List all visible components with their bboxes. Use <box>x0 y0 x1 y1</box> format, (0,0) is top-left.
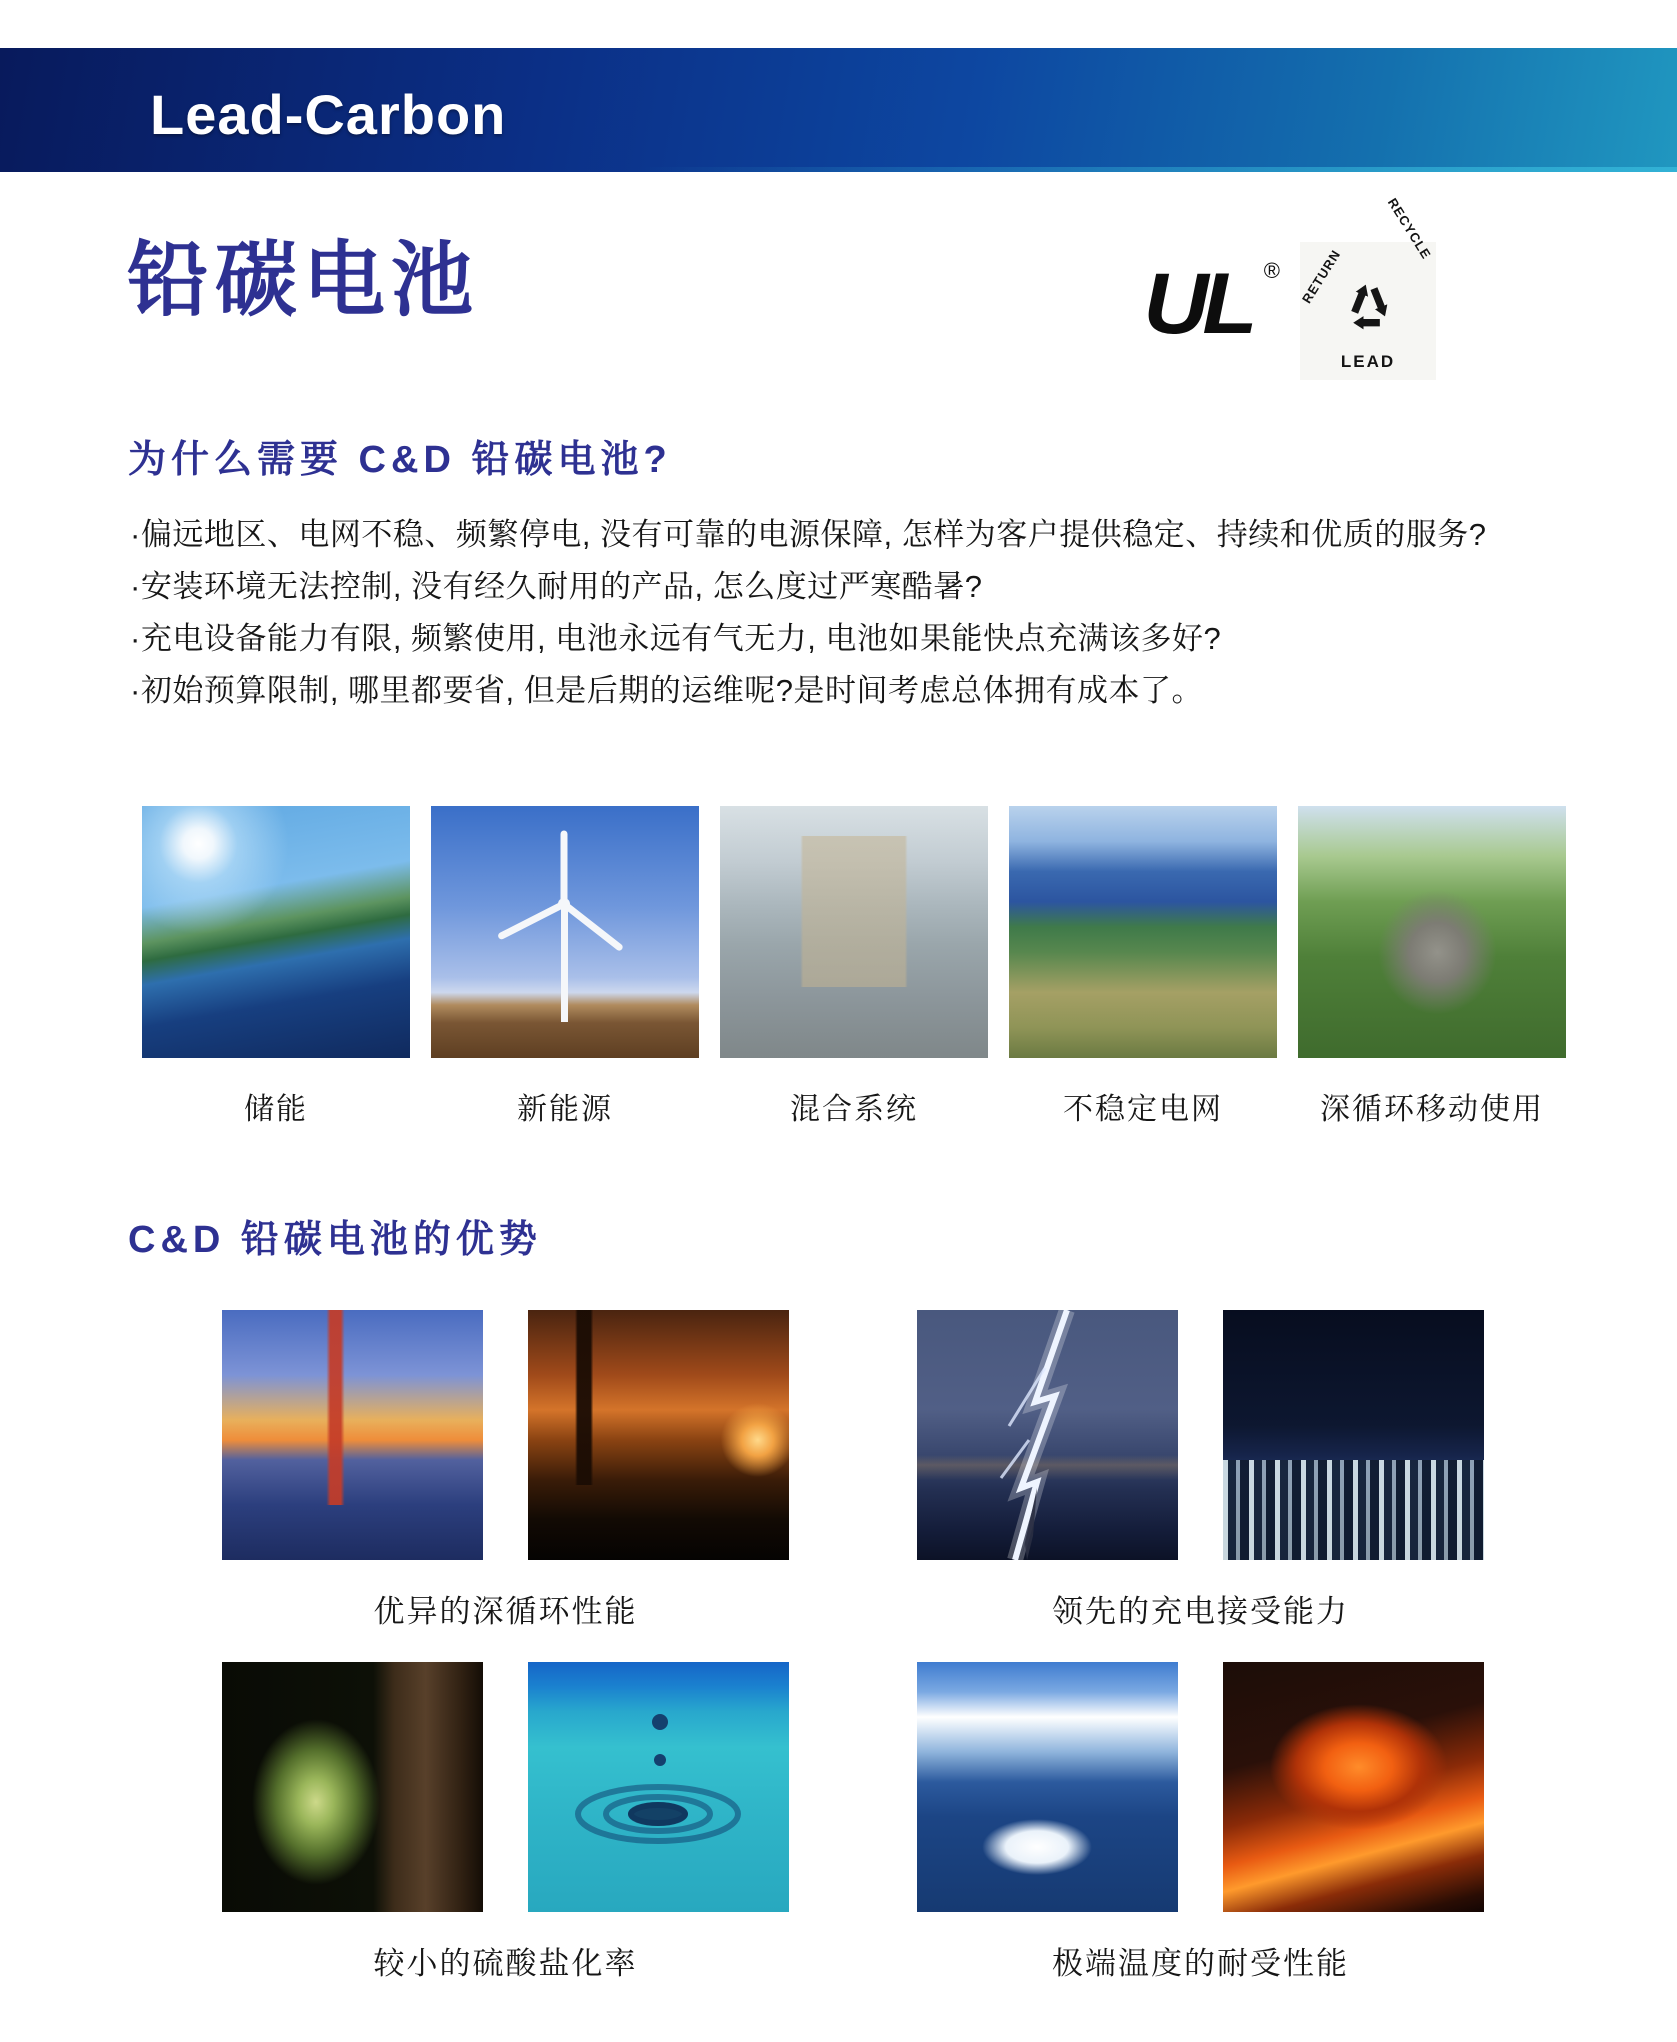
wind-turbine-graphic <box>431 806 699 1058</box>
caption-energy-storage: 储能 <box>244 1093 308 1126</box>
photo-wind-turbine <box>431 806 699 1058</box>
caption-extreme-temperature: 极端温度的耐受性能 <box>1052 1946 1349 1981</box>
header-band-title: Lead-Carbon <box>150 83 507 146</box>
lightning-bolt-graphic <box>917 1310 1178 1560</box>
advantage-charge-acceptance <box>917 1310 1484 1631</box>
ul-mark-text: UL <box>1143 256 1252 352</box>
advantage-low-sulfation <box>222 1662 789 1983</box>
bullet-environment: ·安装环境无法控制, 没有经久耐用的产品, 怎么度过严寒酷暑? <box>130 569 983 604</box>
bullet-remote-area: ·偏远地区、电网不稳、频繁停电, 没有可靠的电源保障, 怎样为客户提供稳定、持续和优质的服务? <box>130 517 1487 552</box>
header-band <box>0 48 1677 172</box>
recycle-return-label: RETURN <box>1299 246 1344 306</box>
advantage-row-top <box>222 1310 1484 1631</box>
caption-new-energy: 新能源 <box>517 1093 613 1126</box>
registered-trademark-icon: ® <box>1263 258 1280 283</box>
caption-unstable-grid: 不稳定电网 <box>1063 1093 1223 1126</box>
water-ripple-graphic <box>528 1662 789 1912</box>
recycle-arrows-icon <box>1331 260 1405 344</box>
recycle-lead-label: LEAD <box>1340 352 1396 371</box>
ul-certification-logo <box>1143 256 1286 352</box>
photo-hybrid-container <box>720 806 988 1058</box>
caption-charge-acceptance: 领先的充电接受能力 <box>1052 1594 1349 1629</box>
photo-bridge-silhouette <box>528 1310 789 1560</box>
photo-offgrid-station <box>1009 806 1277 1058</box>
application-hybrid-system <box>720 806 988 1128</box>
caption-hybrid-system: 混合系统 <box>790 1093 918 1126</box>
photo-golf-cart <box>1298 806 1566 1058</box>
photo-water-drop <box>528 1662 789 1912</box>
application-deep-cycle-mobile <box>1298 806 1566 1128</box>
photo-solar-farm <box>142 806 410 1058</box>
photo-glacier-iceberg <box>917 1662 1178 1912</box>
caption-deep-cycle-performance: 优异的深循环性能 <box>373 1594 638 1629</box>
recycle-recycle-label: RECYCLE <box>1384 195 1434 262</box>
bullet-budget: ·初始预算限制, 哪里都要省, 但是后期的运维呢?是时间考虑总体拥有成本了。 <box>130 673 1204 708</box>
photo-lava-flow <box>1223 1662 1484 1912</box>
lead-recycle-logo <box>1299 195 1436 380</box>
advantage-deep-cycle <box>222 1310 789 1631</box>
advantage-row-bottom <box>222 1662 1484 1983</box>
application-unstable-grid <box>1009 806 1277 1128</box>
section-advantages-heading: C&D 铅碳电池的优势 <box>128 1219 542 1261</box>
photo-forest-pine <box>222 1662 483 1912</box>
caption-low-sulfation: 较小的硫酸盐化率 <box>373 1946 638 1981</box>
advantage-extreme-temperature <box>917 1662 1484 1983</box>
why-bullet-list <box>130 518 1560 726</box>
application-new-energy <box>431 806 699 1128</box>
application-photo-row <box>142 806 1566 1128</box>
bullet-charging: ·充电设备能力有限, 频繁使用, 电池永远有气无力, 电池如果能快点充满该多好? <box>130 621 1222 656</box>
application-energy-storage <box>142 806 410 1128</box>
section-why-heading: 为什么需要 C&D 铅碳电池? <box>128 439 672 481</box>
photo-lightning-statue <box>917 1310 1178 1560</box>
photo-night-skyline <box>1223 1310 1484 1560</box>
photo-golden-gate-sunset <box>222 1310 483 1560</box>
page-title: 铅碳电池 <box>127 235 480 326</box>
caption-deep-cycle-mobile: 深循环移动使用 <box>1320 1093 1544 1126</box>
